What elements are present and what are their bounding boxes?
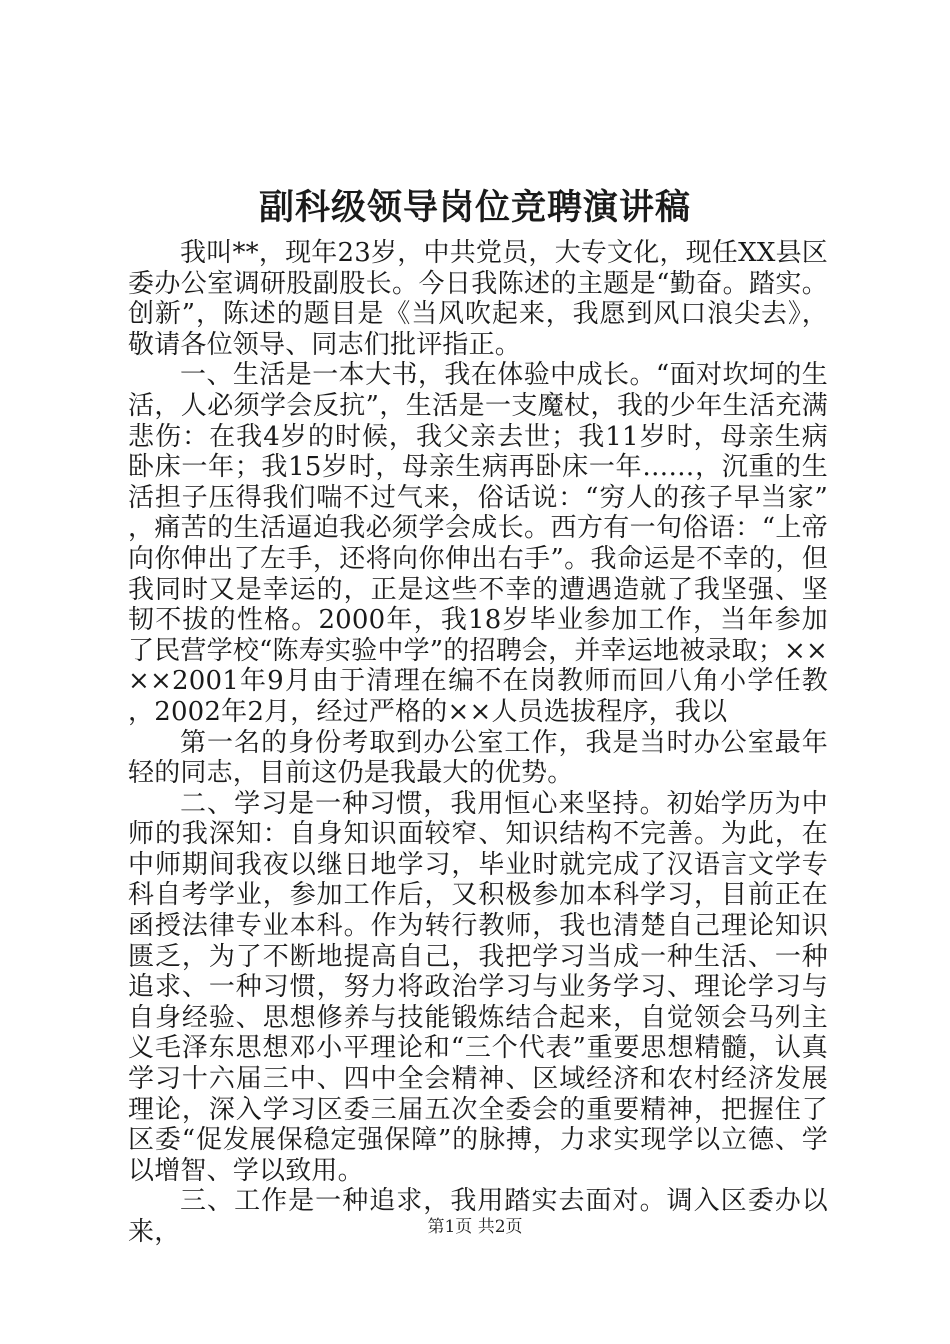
document-body <box>128 238 828 1248</box>
paragraph-section-two: 二、学习是一种习惯，我用恒心来坚持。初始学历为中师的我深知：自身知识面较窄、知识结构不完善。为此，在中师期间我夜以继日地学习，毕业时就完成了汉语言文学专科自考学业，参加工作后，又积极参加本科学习，目前正在函授法律专业本科。作为转行教师，我也清楚自己理论知识匮乏，为了不断地提高自己，我把学习当成一种生活、一种追求、一种习惯，努力将政治学习与业务学习、理论学习与自身经验、思想修养与技能锻炼结合起来，自觉领会马列主义毛泽东思想邓小平理论和“三个代表”重要思想精髓，认真学习十六届三中、四中全会精神、区域经济和农村经济发展理论，深入学习区委三届五次全委会的重要精神，把握住了区委“促发展保稳定强保障”的脉搏，力求实现学以立德、学以增智、学以致用。 <box>128 788 828 1186</box>
document-title: 副科级领导岗位竞聘演讲稿 <box>258 187 691 228</box>
paragraph-section-three: 三、工作是一种追求，我用踏实去面对。调入区委办以来， <box>128 1186 828 1247</box>
page-number-footer: 第1页 共2页 <box>427 1217 523 1237</box>
paragraph-section-one: 一、生活是一本大书，我在体验中成长。“面对坎坷的生活，人必须学会反抗”，生活是一支魔杖，我的少年生活充满悲伤：在我4岁的时候，我父亲去世；我11岁时，母亲生病卧床一年；我15岁时，母亲生病再卧床一年……，沉重的生活担子压得我们喘不过气来，俗话说：“穷人的孩子早当家”，痛苦的生活逼迫我必须学会成长。西方有一句俗语：“上帝向你伸出了左手，还将向你伸出右手”。我命运是不幸的，但我同时又是幸运的，正是这些不幸的遭遇造就了我坚强、坚韧不拔的性格。2000年，我18岁毕业参加工作，当年参加了民营学校“陈寿实验中学”的招聘会，并幸运地被录取；××××2001年9月由于清理在编不在岗教师而回八角小学任教，2002年2月，经过严格的××人员选拔程序，我以 <box>128 360 828 727</box>
paragraph-intro: 我叫**，现年23岁，中共党员，大专文化，现任XX县区委办公室调研股副股长。今日我陈述的主题是“勤奋。踏实。创新”，陈述的题目是《当风吹起来，我愿到风口浪尖去》，敬请各位领导、同志们批评指正。 <box>128 238 828 360</box>
paragraph-section-one-continued: 第一名的身份考取到办公室工作，我是当时办公室最年轻的同志，目前这仍是我最大的优势。 <box>128 727 828 789</box>
